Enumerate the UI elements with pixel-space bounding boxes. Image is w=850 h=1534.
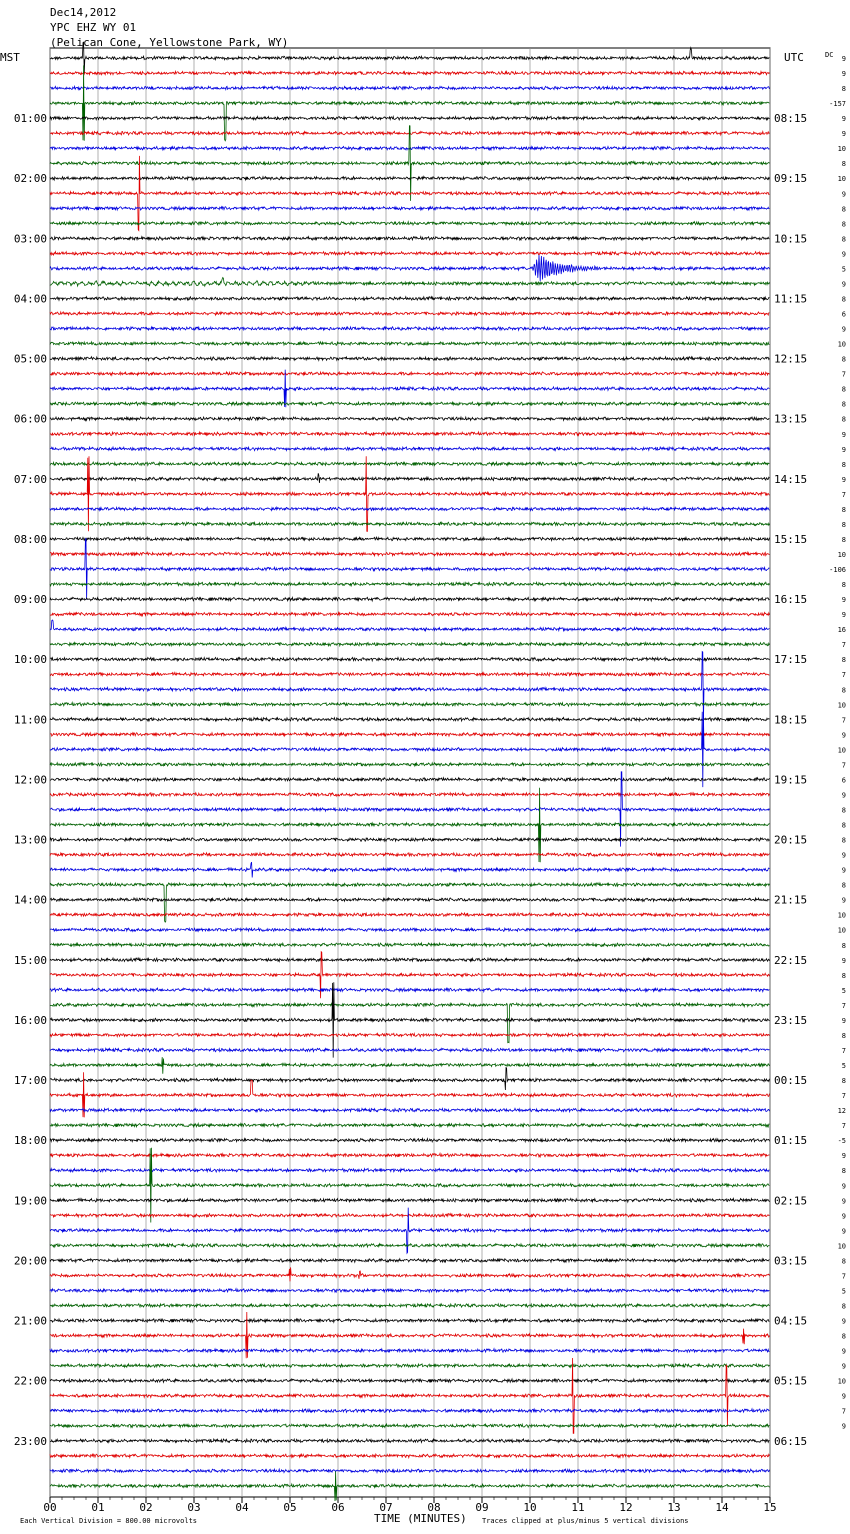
x-tick-label: 01 bbox=[91, 1501, 105, 1514]
dc-offset-value: 7 bbox=[841, 716, 846, 725]
trace-row bbox=[50, 1349, 769, 1353]
dc-offset-value: 8 bbox=[841, 1077, 846, 1086]
dc-offset-value: 8 bbox=[841, 520, 846, 529]
dc-offset-value: 9 bbox=[841, 1197, 846, 1206]
utc-hour-label: 10:15 bbox=[774, 232, 808, 246]
trace-row bbox=[50, 1124, 769, 1127]
trace-row bbox=[50, 703, 769, 707]
dc-offset-value: 8 bbox=[841, 160, 846, 169]
dc-offset-value: 9 bbox=[841, 791, 846, 800]
trace-row bbox=[50, 278, 769, 287]
dc-offset-value: 8 bbox=[841, 415, 846, 424]
utc-hour-label: 05:15 bbox=[774, 1374, 808, 1388]
dc-offset-value: 7 bbox=[841, 641, 846, 650]
dc-offset-value: 8 bbox=[841, 971, 846, 980]
utc-hour-label: 20:15 bbox=[774, 833, 808, 847]
label-group bbox=[14, 55, 846, 1514]
trace-row bbox=[50, 1409, 769, 1413]
header-location: (Pelican Cone, Yellowstone Park, WY) bbox=[50, 36, 289, 49]
trace-row bbox=[50, 86, 769, 90]
dc-offset-value: 9 bbox=[841, 896, 846, 905]
dc-offset-value: 9 bbox=[841, 1347, 846, 1356]
mst-hour-label: 04:00 bbox=[13, 292, 47, 306]
trace-row bbox=[50, 1138, 769, 1142]
trace-row bbox=[50, 207, 769, 211]
trace-row bbox=[50, 1068, 769, 1090]
trace-row bbox=[50, 788, 769, 863]
mst-hour-label: 21:00 bbox=[13, 1314, 47, 1328]
trace-row bbox=[50, 898, 769, 901]
dc-offset-value: 6 bbox=[841, 310, 846, 319]
dc-offset-value: 7 bbox=[841, 1092, 846, 1101]
trace-row bbox=[50, 763, 769, 766]
dc-offset-value: 16 bbox=[837, 626, 846, 635]
x-tick-label: 04 bbox=[235, 1501, 249, 1514]
x-tick-label: 14 bbox=[715, 1501, 729, 1514]
mst-hour-label: 06:00 bbox=[13, 412, 47, 426]
trace-row bbox=[50, 658, 769, 661]
dc-offset-value: -106 bbox=[829, 566, 846, 575]
mst-hour-label: 07:00 bbox=[13, 472, 47, 486]
trace-row bbox=[50, 1214, 769, 1217]
dc-offset-value: 7 bbox=[841, 761, 846, 770]
utc-hour-label: 03:15 bbox=[774, 1254, 808, 1268]
trace-row bbox=[50, 673, 769, 677]
dc-offset-value: 9 bbox=[841, 115, 846, 124]
dc-offset-value: 8 bbox=[841, 1167, 846, 1176]
trace-row bbox=[50, 146, 769, 150]
dc-offset-value: 9 bbox=[841, 731, 846, 740]
trace-group bbox=[50, 42, 769, 1501]
trace-row bbox=[50, 1244, 769, 1248]
x-tick-label: 12 bbox=[619, 1501, 633, 1514]
dc-offset-value: 5 bbox=[841, 265, 846, 274]
utc-hour-label: 17:15 bbox=[774, 653, 808, 667]
utc-hour-label: 21:15 bbox=[774, 893, 808, 907]
trace-row bbox=[50, 297, 769, 301]
trace-row bbox=[50, 1267, 769, 1281]
dc-offset-value: 9 bbox=[841, 1016, 846, 1025]
header-station: YPC EHZ WY 01 bbox=[50, 21, 137, 34]
dc-offset-value: 8 bbox=[841, 235, 846, 244]
x-tick-label: 03 bbox=[187, 1501, 201, 1514]
trace-row bbox=[50, 652, 769, 727]
dc-offset-value: 10 bbox=[837, 701, 846, 710]
dc-offset-value: 9 bbox=[841, 70, 846, 79]
utc-hour-label: 00:15 bbox=[774, 1074, 808, 1088]
dc-offset-value: 8 bbox=[841, 85, 846, 94]
mst-hour-label: 03:00 bbox=[13, 232, 47, 246]
dc-offset-value: 5 bbox=[841, 1287, 846, 1296]
trace-row bbox=[50, 582, 769, 586]
trace-row bbox=[50, 177, 769, 180]
x-tick-label: 11 bbox=[571, 1501, 585, 1514]
dc-offset-value: 8 bbox=[841, 535, 846, 544]
mst-hour-label: 23:00 bbox=[13, 1434, 47, 1448]
mst-hour-label: 19:00 bbox=[13, 1194, 47, 1208]
dc-offset-value: 8 bbox=[841, 355, 846, 364]
dc-offset-value: 8 bbox=[841, 821, 846, 830]
trace-row bbox=[50, 447, 769, 451]
trace-row bbox=[50, 943, 769, 947]
dc-offset-value: 10 bbox=[837, 1242, 846, 1251]
trace-row bbox=[50, 1304, 769, 1308]
dc-offset-value: 9 bbox=[841, 55, 846, 63]
dc-offset-value: 10 bbox=[837, 1377, 846, 1386]
dc-offset-value: 9 bbox=[841, 956, 846, 965]
dc-offset-value: 7 bbox=[841, 1001, 846, 1010]
dc-offset-value: 7 bbox=[841, 490, 846, 499]
trace-row bbox=[50, 116, 769, 120]
utc-hour-label: 22:15 bbox=[774, 953, 808, 967]
trace-row bbox=[50, 552, 769, 556]
dc-offset-value: 8 bbox=[841, 656, 846, 665]
x-tick-label: 09 bbox=[475, 1501, 489, 1514]
trace-row bbox=[50, 928, 769, 932]
mst-hour-label: 15:00 bbox=[13, 953, 47, 967]
x-tick-label: 13 bbox=[667, 1501, 681, 1514]
utc-hour-label: 09:15 bbox=[774, 172, 808, 186]
trace-row bbox=[50, 312, 769, 315]
trace-row bbox=[50, 327, 769, 330]
trace-row bbox=[50, 1148, 769, 1223]
mst-hour-label: 01:00 bbox=[13, 112, 47, 126]
trace-row bbox=[50, 778, 769, 781]
dc-offset-value: 9 bbox=[841, 1227, 846, 1236]
trace-row bbox=[50, 537, 769, 541]
trace-row bbox=[50, 883, 769, 922]
dc-offset-value: 8 bbox=[841, 1332, 846, 1341]
dc-offset-value: 9 bbox=[841, 190, 846, 199]
x-tick-label: 00 bbox=[43, 1501, 57, 1514]
mst-axis-label: MST bbox=[0, 51, 20, 64]
mst-hour-label: 10:00 bbox=[13, 653, 47, 667]
utc-hour-label: 12:15 bbox=[774, 352, 808, 366]
utc-hour-label: 13:15 bbox=[774, 412, 808, 426]
x-axis-title: TIME (MINUTES) bbox=[374, 1512, 467, 1525]
dc-offset-value: 9 bbox=[841, 611, 846, 620]
utc-hour-label: 18:15 bbox=[774, 713, 808, 727]
trace-row bbox=[50, 522, 769, 525]
trace-row bbox=[50, 342, 769, 346]
trace-row bbox=[50, 456, 769, 531]
trace-row bbox=[50, 712, 769, 787]
trace-row bbox=[50, 853, 769, 857]
x-tick-label: 10 bbox=[523, 1501, 537, 1514]
trace-row bbox=[50, 156, 769, 231]
dc-offset-value: 8 bbox=[841, 220, 846, 229]
mst-hour-label: 05:00 bbox=[13, 352, 47, 366]
dc-offset-value: 9 bbox=[841, 445, 846, 454]
dc-offset-value: 8 bbox=[841, 295, 846, 304]
trace-row bbox=[50, 862, 769, 877]
trace-row bbox=[50, 958, 769, 962]
dc-offset-value: 9 bbox=[841, 1422, 846, 1431]
dc-offset-value: 9 bbox=[841, 1317, 846, 1326]
trace-row bbox=[50, 462, 769, 466]
header-date: Dec14,2012 bbox=[50, 6, 117, 19]
dc-offset-value: 8 bbox=[841, 881, 846, 890]
dc-offset-value: 7 bbox=[841, 671, 846, 680]
trace-row bbox=[50, 620, 769, 631]
trace-row bbox=[50, 126, 769, 201]
dc-offset-value: 8 bbox=[841, 581, 846, 590]
trace-row bbox=[50, 1108, 769, 1112]
trace-row bbox=[50, 1003, 769, 1043]
trace-row bbox=[50, 1199, 769, 1203]
mst-hour-label: 11:00 bbox=[13, 713, 47, 727]
trace-row bbox=[50, 222, 769, 226]
dc-offset-value: 8 bbox=[841, 836, 846, 845]
dc-offset-value: 10 bbox=[837, 145, 846, 154]
trace-row bbox=[50, 507, 769, 510]
utc-hour-label: 15:15 bbox=[774, 532, 808, 546]
utc-hour-label: 19:15 bbox=[774, 773, 808, 787]
trace-row bbox=[50, 793, 769, 797]
mst-hour-label: 20:00 bbox=[13, 1254, 47, 1268]
mst-hour-label: 13:00 bbox=[13, 833, 47, 847]
trace-row bbox=[50, 1033, 769, 1037]
x-tick-label: 15 bbox=[763, 1501, 777, 1514]
trace-row bbox=[50, 1289, 769, 1293]
dc-offset-value: 9 bbox=[841, 280, 846, 289]
dc-offset-value: 7 bbox=[841, 1122, 846, 1131]
trace-row bbox=[50, 1048, 769, 1052]
trace-row bbox=[50, 1169, 769, 1173]
dc-label: DC bbox=[825, 51, 834, 59]
dc-offset-value: 7 bbox=[841, 1407, 846, 1416]
dc-offset-value: 8 bbox=[841, 385, 846, 394]
trace-row bbox=[50, 952, 769, 999]
dc-offset-value: 10 bbox=[837, 911, 846, 920]
mst-hour-label: 08:00 bbox=[13, 532, 47, 546]
trace-row bbox=[50, 982, 769, 1057]
dc-offset-value: 8 bbox=[841, 505, 846, 514]
trace-row bbox=[50, 255, 769, 281]
x-tick-label: 08 bbox=[427, 1501, 441, 1514]
utc-hour-label: 11:15 bbox=[774, 292, 808, 306]
dc-offset-value: 9 bbox=[841, 596, 846, 605]
utc-hour-label: 14:15 bbox=[774, 472, 808, 486]
trace-row bbox=[50, 1439, 769, 1443]
clip-note: Traces clipped at plus/minus 5 vertical divisions bbox=[482, 1517, 689, 1525]
trace-row bbox=[50, 1057, 769, 1074]
trace-row bbox=[50, 370, 769, 408]
dc-offset-value: 9 bbox=[841, 325, 846, 334]
dc-offset-value: -157 bbox=[829, 100, 846, 109]
dc-offset-value: 10 bbox=[837, 340, 846, 349]
trace-row bbox=[50, 597, 769, 601]
trace-row bbox=[50, 473, 769, 483]
mst-hour-label: 09:00 bbox=[13, 593, 47, 607]
trace-row bbox=[50, 1259, 769, 1263]
x-tick-label: 06 bbox=[331, 1501, 345, 1514]
dc-offset-value: 10 bbox=[837, 746, 846, 755]
trace-row bbox=[50, 71, 769, 75]
mst-hour-label: 22:00 bbox=[13, 1374, 47, 1388]
trace-row bbox=[50, 1424, 769, 1428]
dc-offset-value: 10 bbox=[837, 926, 846, 935]
mst-hour-label: 14:00 bbox=[13, 893, 47, 907]
dc-offset-value: 9 bbox=[841, 851, 846, 860]
dc-offset-value: 8 bbox=[841, 460, 846, 469]
trace-row bbox=[50, 612, 769, 616]
dc-offset-value: 7 bbox=[841, 1046, 846, 1055]
trace-row bbox=[50, 357, 769, 361]
dc-offset-value: 5 bbox=[841, 986, 846, 995]
trace-row bbox=[50, 252, 769, 256]
trace-row bbox=[50, 838, 769, 841]
dc-offset-value: 8 bbox=[841, 806, 846, 815]
dc-offset-value: 9 bbox=[841, 1182, 846, 1191]
trace-row bbox=[50, 372, 769, 375]
dc-offset-value: 8 bbox=[841, 941, 846, 950]
utc-hour-label: 01:15 bbox=[774, 1134, 808, 1148]
dc-offset-value: 8 bbox=[841, 400, 846, 409]
utc-hour-label: 06:15 bbox=[774, 1434, 808, 1448]
dc-offset-value: 8 bbox=[841, 686, 846, 695]
utc-axis-label: UTC bbox=[784, 51, 804, 64]
dc-offset-value: 9 bbox=[841, 250, 846, 259]
trace-row bbox=[50, 417, 769, 421]
x-tick-label: 02 bbox=[139, 1501, 153, 1514]
dc-offset-value: 9 bbox=[841, 475, 846, 484]
dc-offset-value: 10 bbox=[837, 550, 846, 559]
trace-row bbox=[50, 432, 769, 436]
trace-row bbox=[50, 1319, 769, 1323]
dc-offset-value: 9 bbox=[841, 1152, 846, 1161]
trace-row bbox=[50, 642, 769, 645]
trace-row bbox=[50, 1469, 769, 1473]
trace-row bbox=[50, 1379, 769, 1383]
x-tick-label: 05 bbox=[283, 1501, 297, 1514]
dc-offset-value: 6 bbox=[841, 776, 846, 785]
dc-offset-value: 9 bbox=[841, 866, 846, 875]
mst-hour-label: 17:00 bbox=[13, 1074, 47, 1088]
trace-row bbox=[50, 402, 769, 406]
dc-offset-value: 12 bbox=[837, 1107, 846, 1116]
trace-row bbox=[50, 1358, 769, 1433]
dc-offset-value: 8 bbox=[841, 1302, 846, 1311]
x-tick-label: 07 bbox=[379, 1501, 393, 1514]
scale-note: Each Vertical Division = 800.00 microvolts bbox=[20, 1517, 198, 1525]
utc-hour-label: 23:15 bbox=[774, 1013, 808, 1027]
mst-hour-label: 12:00 bbox=[13, 773, 47, 787]
dc-offset-value: 8 bbox=[841, 205, 846, 214]
utc-hour-label: 16:15 bbox=[774, 593, 808, 607]
dc-offset-value: 5 bbox=[841, 1062, 846, 1071]
trace-row bbox=[50, 538, 769, 600]
dc-offset-value: 7 bbox=[841, 370, 846, 379]
utc-hour-label: 04:15 bbox=[774, 1314, 808, 1328]
dc-offset-value: 8 bbox=[841, 1031, 846, 1040]
mst-hour-label: 02:00 bbox=[13, 172, 47, 186]
dc-offset-value: -5 bbox=[837, 1137, 846, 1146]
dc-offset-value: 10 bbox=[837, 175, 846, 184]
trace-row bbox=[50, 1364, 769, 1368]
utc-hour-label: 08:15 bbox=[774, 112, 808, 126]
grid-lines bbox=[50, 48, 770, 1503]
dc-offset-value: 9 bbox=[841, 1362, 846, 1371]
mst-hour-label: 18:00 bbox=[13, 1134, 47, 1148]
dc-offset-value: 7 bbox=[841, 1272, 846, 1281]
trace-row bbox=[50, 733, 769, 737]
dc-offset-value: 9 bbox=[841, 430, 846, 439]
trace-row bbox=[50, 718, 769, 722]
utc-hour-label: 02:15 bbox=[774, 1194, 808, 1208]
trace-row bbox=[50, 237, 769, 241]
trace-row bbox=[50, 1153, 769, 1157]
dc-offset-value: 9 bbox=[841, 1212, 846, 1221]
trace-row bbox=[50, 1454, 769, 1458]
trace-row bbox=[50, 988, 769, 992]
mst-hour-label: 16:00 bbox=[13, 1013, 47, 1027]
plot-frame bbox=[50, 48, 770, 1497]
trace-row bbox=[50, 772, 769, 847]
trace-row bbox=[50, 913, 769, 916]
dc-offset-value: 8 bbox=[841, 1257, 846, 1266]
dc-offset-value: 9 bbox=[841, 130, 846, 139]
dc-offset-value: 9 bbox=[841, 1392, 846, 1401]
